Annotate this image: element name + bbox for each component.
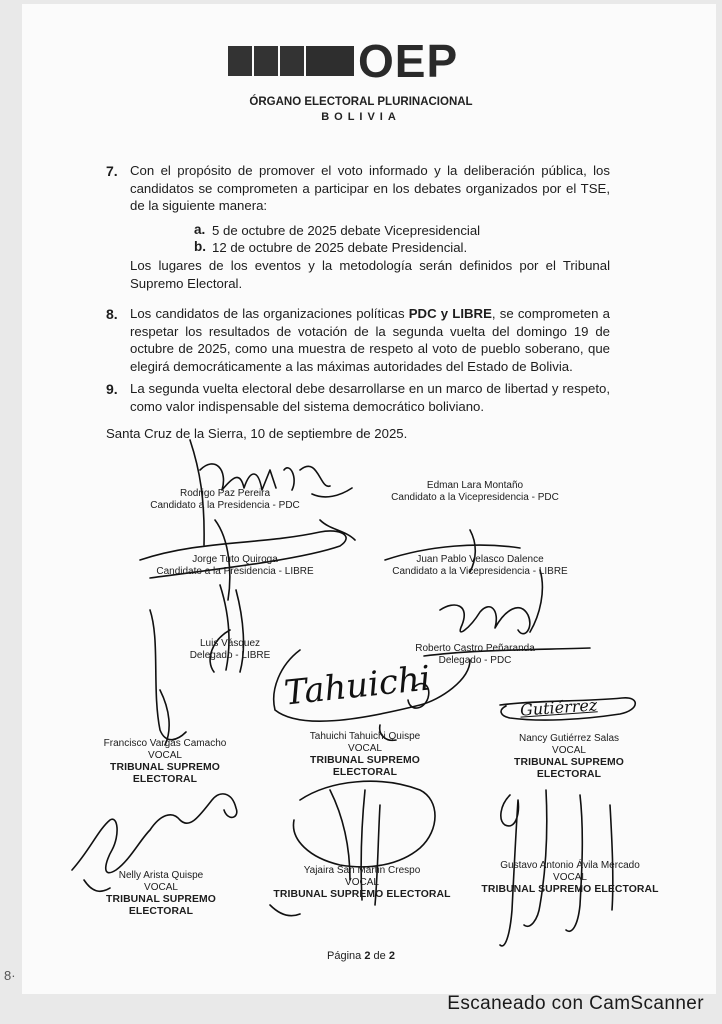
vocal-org: TRIBUNAL SUPREMO ELECTORAL xyxy=(514,757,624,780)
vocal-role: VOCAL xyxy=(348,743,382,754)
vocal-name: Nancy Gutiérrez Salas xyxy=(518,733,620,744)
signatory-role: Candidato a la Presidencia - PDC xyxy=(150,500,300,511)
vocal-org: TRIBUNAL SUPREMO ELECTORAL xyxy=(481,884,659,895)
vocal-yajaira xyxy=(272,865,452,901)
signatory-role: Candidato a la Vicepresidencia - PDC xyxy=(391,492,559,503)
signatory-name: Roberto Castro Peñaranda xyxy=(415,643,535,654)
signatory-luis xyxy=(170,638,290,662)
signatory-role: Candidato a la Vicepresidencia - LIBRE xyxy=(392,566,568,577)
signatory-name: Luis Vásquez xyxy=(199,638,261,649)
org-name: ÓRGANO ELECTORAL PLURINACIONAL xyxy=(249,96,473,108)
page-total: 2 xyxy=(388,950,395,962)
item-8-text-after: , se comprometen a respetar los resultados de votación de la segunda vuelta del domingo 19 de octubre de 2025, como una muestra de respeto al voto de pueblo soberano, que elegirá democráticamente a las máximas autoridades del Estado de Bolivia. xyxy=(130,306,610,374)
signatory-juan-pablo xyxy=(380,554,580,578)
signatory-role: Delegado - PDC xyxy=(438,655,512,666)
vocal-francisco xyxy=(80,738,250,786)
margin-mark: 8· xyxy=(4,968,16,983)
vocal-role: VOCAL xyxy=(144,882,178,893)
nancy-signature-text: Gutiérrez xyxy=(519,695,598,720)
signatory-jorge xyxy=(150,554,320,578)
vocal-tahuichi xyxy=(280,731,450,779)
camscanner-watermark: Escaneado con CamScanner xyxy=(447,993,704,1014)
item-7b-letter: b. xyxy=(194,239,206,254)
item-7-after: Los lugares de los eventos y la metodología serán definidos por el Tribunal Supremo Electoral. xyxy=(130,258,610,291)
signatory-role: Delegado - LIBRE xyxy=(189,650,271,661)
country-name: BOLIVIA xyxy=(321,111,401,123)
signatory-roberto xyxy=(400,643,550,667)
vocal-name: Gustavo Antonio Ávila Mercado xyxy=(500,860,640,871)
vocal-org: TRIBUNAL SUPREMO ELECTORAL xyxy=(110,762,220,785)
vocal-org: TRIBUNAL SUPREMO ELECTORAL xyxy=(106,894,216,917)
item-8-text-before: Los candidatos de las organizaciones políticas xyxy=(130,306,409,321)
vocal-org: TRIBUNAL SUPREMO ELECTORAL xyxy=(273,889,451,900)
vocal-role: VOCAL xyxy=(345,877,379,888)
vocal-name: Tahuichi Tahuichi Quispe xyxy=(309,731,421,742)
vocal-nelly xyxy=(76,870,246,918)
item-9-text: La segunda vuelta electoral debe desarrollarse en un marco de libertad y respeto, como valor indispensable del sistema democrático boliviano. xyxy=(130,381,610,414)
signatory-name: Juan Pablo Velasco Dalence xyxy=(416,554,544,565)
vocal-role: VOCAL xyxy=(148,750,182,761)
oep-logo-text: OEP xyxy=(358,35,459,87)
place-date: Santa Cruz de la Sierra, 10 de septiembre de 2025. xyxy=(106,426,408,441)
page-number xyxy=(0,950,722,962)
vocal-org: TRIBUNAL SUPREMO ELECTORAL xyxy=(310,755,420,778)
signatory-name: Rodrigo Paz Pereira xyxy=(179,488,271,499)
vocal-role: VOCAL xyxy=(552,745,586,756)
page-label: Página xyxy=(327,950,362,962)
signatory-rodrigo xyxy=(140,488,310,512)
signatory-role: Candidato a la Presidencia - LIBRE xyxy=(156,566,314,577)
signatory-name: Edman Lara Montaño xyxy=(426,480,524,491)
page-current: 2 xyxy=(364,950,371,962)
item-7a-letter: a. xyxy=(194,222,206,237)
vocal-gustavo xyxy=(480,860,660,896)
vocal-name: Yajaira San Martin Crespo xyxy=(303,865,421,876)
signatory-edman xyxy=(380,480,570,504)
vocal-name: Francisco Vargas Camacho xyxy=(103,738,227,749)
item-7b-text: 12 de octubre de 2025 debate Presidencial. xyxy=(212,240,468,255)
vocal-role: VOCAL xyxy=(553,872,587,883)
item-7-number: 7. xyxy=(106,163,118,179)
item-9-number: 9. xyxy=(106,381,118,397)
item-8-parties: PDC y LIBRE xyxy=(408,306,492,321)
page-of: de xyxy=(373,950,386,962)
signatory-name: Jorge Tuto Quiroga xyxy=(192,554,278,565)
tahuichi-signature-text: Tahuichi xyxy=(282,658,433,714)
vocal-nancy xyxy=(484,733,654,781)
item-8-number: 8. xyxy=(106,306,118,322)
item-7-text: Con el propósito de promover el voto informado y la deliberación pública, los candidatos se comprometen a participar en los debates organizados por el TSE, de la siguiente manera: xyxy=(130,163,610,213)
vocal-name: Nelly Arista Quispe xyxy=(118,870,204,881)
item-7a-text: 5 de octubre de 2025 debate Vicepresidencial xyxy=(212,223,481,238)
